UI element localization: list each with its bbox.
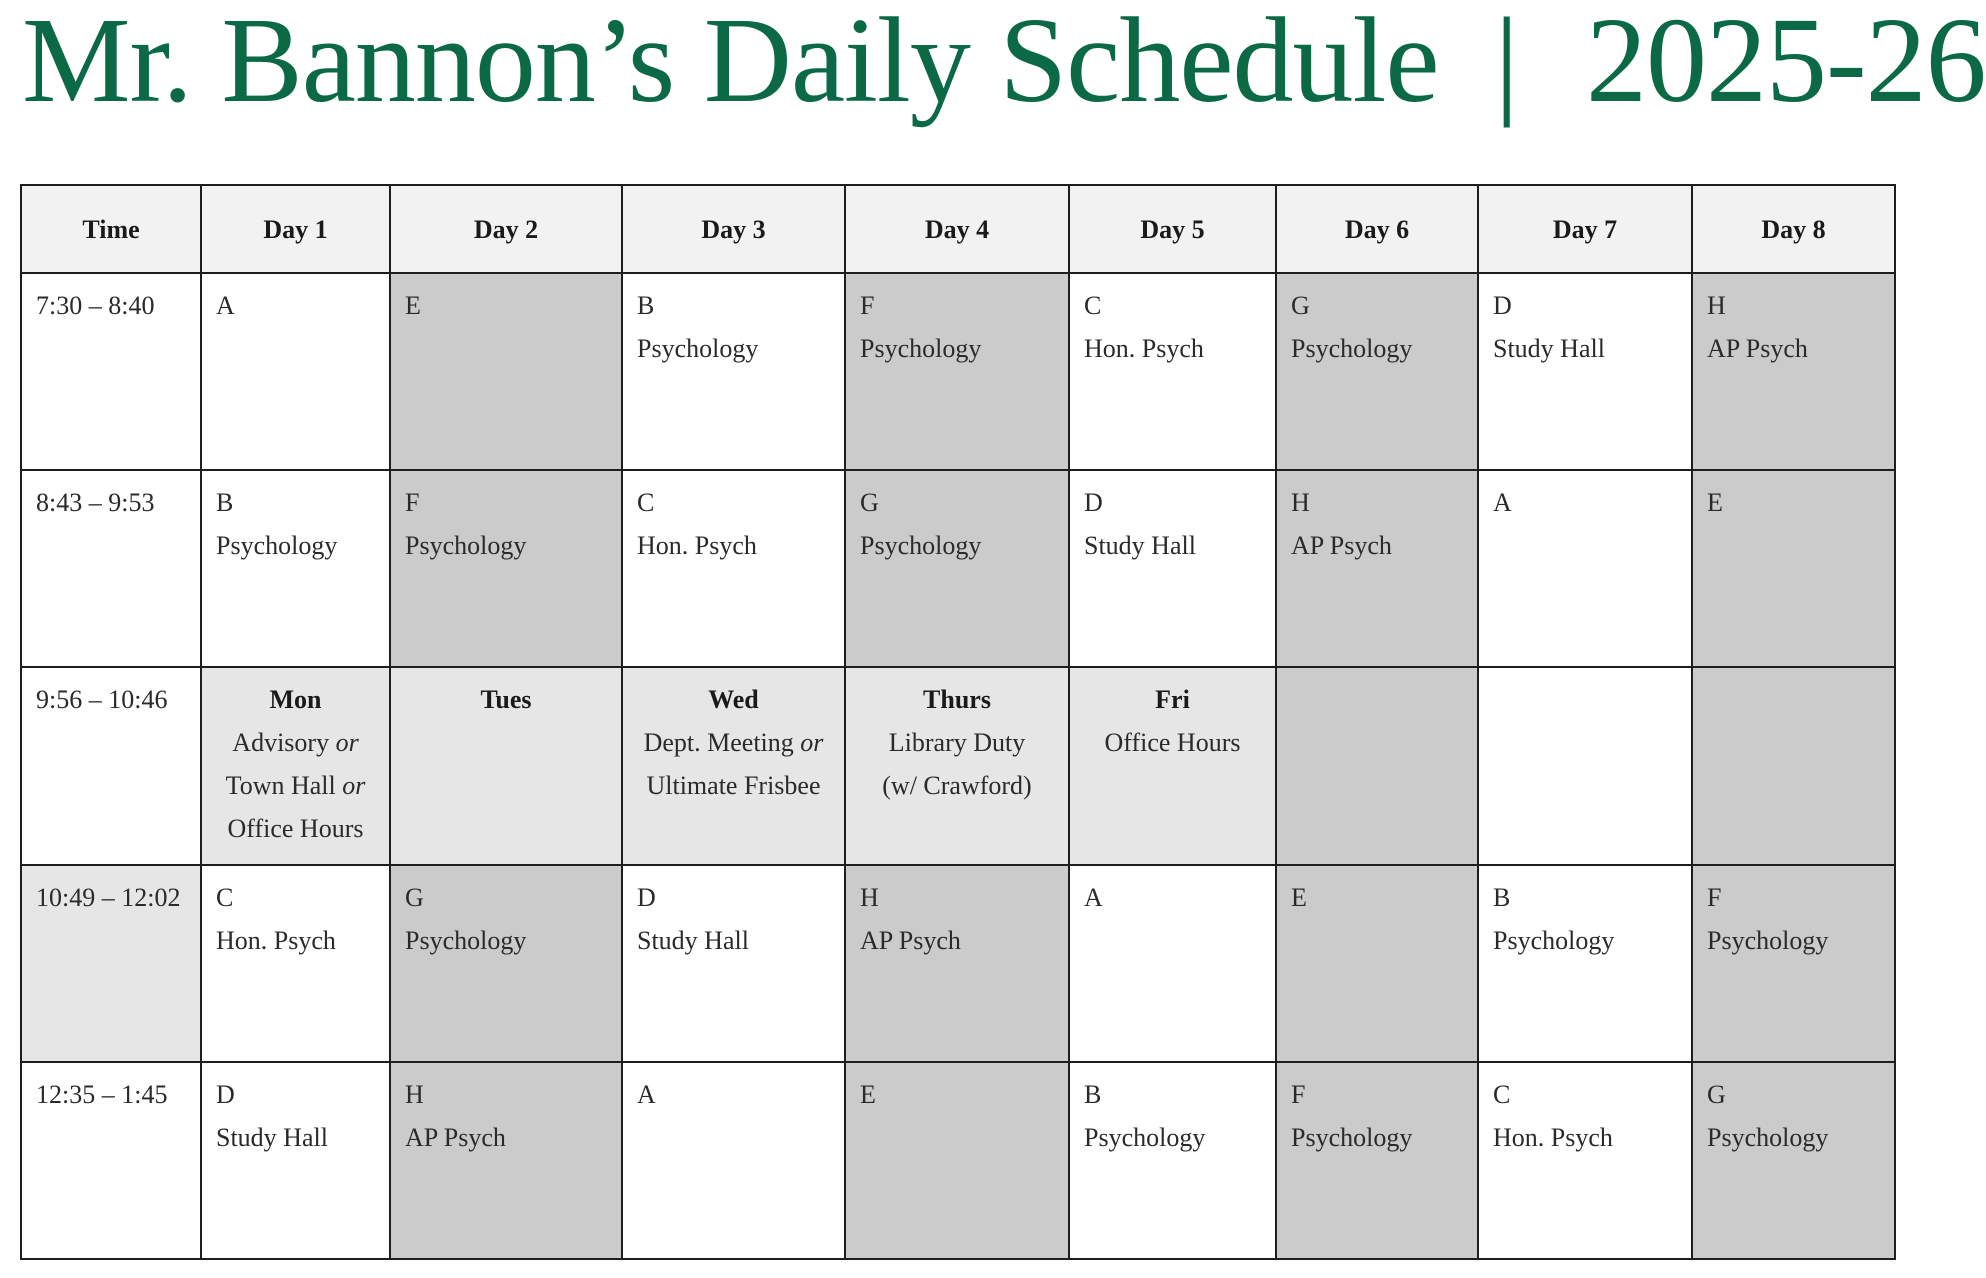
class-cell xyxy=(845,273,1069,470)
table-row xyxy=(21,1062,1895,1259)
course-name: AP Psych xyxy=(1291,531,1392,561)
title-separator: | xyxy=(1494,0,1518,128)
empty-cell xyxy=(1692,667,1895,864)
table-row xyxy=(21,865,1895,1062)
time-cell: 10:49 – 12:02 xyxy=(21,865,201,1062)
block-letter: A xyxy=(637,1079,656,1109)
block-letter: F xyxy=(1707,882,1722,912)
course-name: Study Hall xyxy=(1084,531,1196,561)
class-cell xyxy=(1692,1062,1895,1259)
class-cell xyxy=(1069,470,1276,667)
class-cell xyxy=(1276,273,1478,470)
activity-text: Town Hall xyxy=(225,771,343,801)
class-cell xyxy=(845,470,1069,667)
time-cell: 9:56 – 10:46 xyxy=(21,667,201,864)
course-name: Hon. Psych xyxy=(637,531,757,561)
block-letter: E xyxy=(1707,488,1723,518)
course-name: Psychology xyxy=(1707,1122,1829,1152)
empty-cell xyxy=(1478,667,1692,864)
activity-conjunction: or xyxy=(342,771,366,801)
class-cell xyxy=(1478,273,1692,470)
schedule-body xyxy=(21,273,1895,1259)
class-cell xyxy=(390,1062,622,1259)
course-name: Hon. Psych xyxy=(216,925,336,955)
block-letter: G xyxy=(860,488,879,518)
header-time: Time xyxy=(21,185,201,273)
block-letter: B xyxy=(1493,882,1511,912)
block-letter: F xyxy=(860,291,875,320)
block-letter: H xyxy=(1291,488,1310,518)
class-cell xyxy=(622,273,845,470)
class-cell xyxy=(1478,1062,1692,1259)
weekday-label: Wed xyxy=(708,685,759,715)
course-name: Hon. Psych xyxy=(1493,1122,1613,1152)
block-letter: D xyxy=(637,882,656,912)
class-cell xyxy=(1069,1062,1276,1259)
table-row xyxy=(21,470,1895,667)
course-name: Psychology xyxy=(405,925,527,955)
activity-text: Office Hours xyxy=(1104,728,1241,758)
class-cell xyxy=(845,865,1069,1062)
class-cell xyxy=(1276,865,1478,1062)
class-cell xyxy=(1276,1062,1478,1259)
course-name: AP Psych xyxy=(1707,334,1808,363)
weekday-label: Thurs xyxy=(923,685,991,715)
activity-cell xyxy=(622,667,845,864)
class-cell xyxy=(1478,865,1692,1062)
activity-line xyxy=(860,721,1054,764)
activity-line xyxy=(216,764,375,807)
block-letter: D xyxy=(216,1079,235,1109)
course-name: Psychology xyxy=(1084,1122,1206,1152)
activity-line xyxy=(1084,721,1261,764)
block-letter: D xyxy=(1084,488,1103,518)
time-cell: 8:43 – 9:53 xyxy=(21,470,201,667)
activity-line xyxy=(637,721,830,764)
course-name: Psychology xyxy=(860,334,982,363)
block-letter: E xyxy=(405,291,421,320)
class-cell xyxy=(201,865,390,1062)
header-day-8: Day 8 xyxy=(1692,185,1895,273)
class-cell xyxy=(390,273,622,470)
course-name: Study Hall xyxy=(637,925,749,955)
course-name: Psychology xyxy=(216,531,338,561)
course-name: Psychology xyxy=(1291,1122,1413,1152)
class-cell xyxy=(1276,470,1478,667)
course-name: Study Hall xyxy=(1493,334,1605,363)
class-cell xyxy=(201,470,390,667)
activity-conjunction: or xyxy=(800,728,824,758)
header-day-6: Day 6 xyxy=(1276,185,1478,273)
activity-line xyxy=(216,721,375,764)
title-year: 2025-26 xyxy=(1585,0,1986,128)
activity-text: Ultimate Frisbee xyxy=(646,771,821,801)
page-title xyxy=(22,0,1986,130)
weekday-label: Tues xyxy=(480,685,532,715)
header-day-7: Day 7 xyxy=(1478,185,1692,273)
block-letter: B xyxy=(1084,1079,1102,1109)
schedule-table xyxy=(20,184,1896,1260)
class-cell xyxy=(1069,865,1276,1062)
class-cell xyxy=(1478,470,1692,667)
block-letter: H xyxy=(405,1079,424,1109)
block-letter: F xyxy=(1291,1079,1306,1109)
course-name: AP Psych xyxy=(860,925,961,955)
course-name: Psychology xyxy=(637,334,759,363)
class-cell xyxy=(1692,470,1895,667)
course-name: Hon. Psych xyxy=(1084,334,1204,363)
block-letter: D xyxy=(1493,291,1512,320)
weekday-label: Mon xyxy=(269,685,322,715)
activity-cell xyxy=(845,667,1069,864)
activity-line xyxy=(216,807,375,850)
block-letter: E xyxy=(1291,882,1307,912)
class-cell xyxy=(201,1062,390,1259)
block-letter: A xyxy=(216,291,235,320)
weekday-label: Fri xyxy=(1155,685,1190,715)
class-cell xyxy=(622,865,845,1062)
class-cell xyxy=(1069,273,1276,470)
block-letter: F xyxy=(405,488,420,518)
block-letter: H xyxy=(860,882,879,912)
title-main: Mr. Bannon’s Daily Schedule xyxy=(22,0,1439,128)
activity-cell xyxy=(201,667,390,864)
time-cell: 7:30 – 8:40 xyxy=(21,273,201,470)
activity-line xyxy=(637,764,830,807)
header-day-3: Day 3 xyxy=(622,185,845,273)
activity-text: Office Hours xyxy=(227,814,364,844)
header-day-1: Day 1 xyxy=(201,185,390,273)
course-name: Psychology xyxy=(860,531,982,561)
activity-conjunction: or xyxy=(335,728,359,758)
class-cell xyxy=(390,865,622,1062)
class-cell xyxy=(201,273,390,470)
block-letter: C xyxy=(216,882,234,912)
block-letter: E xyxy=(860,1079,876,1109)
course-name: Psychology xyxy=(1291,334,1413,363)
course-name: Psychology xyxy=(1707,925,1829,955)
header-day-2: Day 2 xyxy=(390,185,622,273)
course-name: Psychology xyxy=(1493,925,1615,955)
header-day-4: Day 4 xyxy=(845,185,1069,273)
block-letter: H xyxy=(1707,291,1726,320)
block-letter: G xyxy=(1707,1079,1726,1109)
header-day-5: Day 5 xyxy=(1069,185,1276,273)
block-letter: B xyxy=(216,488,234,518)
block-letter: B xyxy=(637,291,655,320)
empty-cell xyxy=(1276,667,1478,864)
class-cell xyxy=(845,1062,1069,1259)
activity-text: Advisory xyxy=(232,728,336,758)
class-cell xyxy=(1692,273,1895,470)
activity-line xyxy=(860,764,1054,807)
header-row xyxy=(21,185,1895,273)
block-letter: C xyxy=(637,488,655,518)
activity-cell xyxy=(1069,667,1276,864)
course-name: Study Hall xyxy=(216,1122,328,1152)
table-row xyxy=(21,273,1895,470)
block-letter: A xyxy=(1493,488,1512,518)
time-cell: 12:35 – 1:45 xyxy=(21,1062,201,1259)
block-letter: A xyxy=(1084,882,1103,912)
block-letter: G xyxy=(405,882,424,912)
block-letter: C xyxy=(1493,1079,1511,1109)
class-cell xyxy=(622,470,845,667)
activity-cell xyxy=(390,667,622,864)
course-name: AP Psych xyxy=(405,1122,506,1152)
class-cell xyxy=(622,1062,845,1259)
block-letter: G xyxy=(1291,291,1310,320)
table-row xyxy=(21,667,1895,864)
course-name: Psychology xyxy=(405,531,527,561)
class-cell xyxy=(1692,865,1895,1062)
class-cell xyxy=(390,470,622,667)
activity-text: Library Duty xyxy=(888,728,1026,758)
activity-text: Dept. Meeting xyxy=(643,728,801,758)
block-letter: C xyxy=(1084,291,1102,320)
activity-text: (w/ Crawford) xyxy=(882,771,1032,801)
